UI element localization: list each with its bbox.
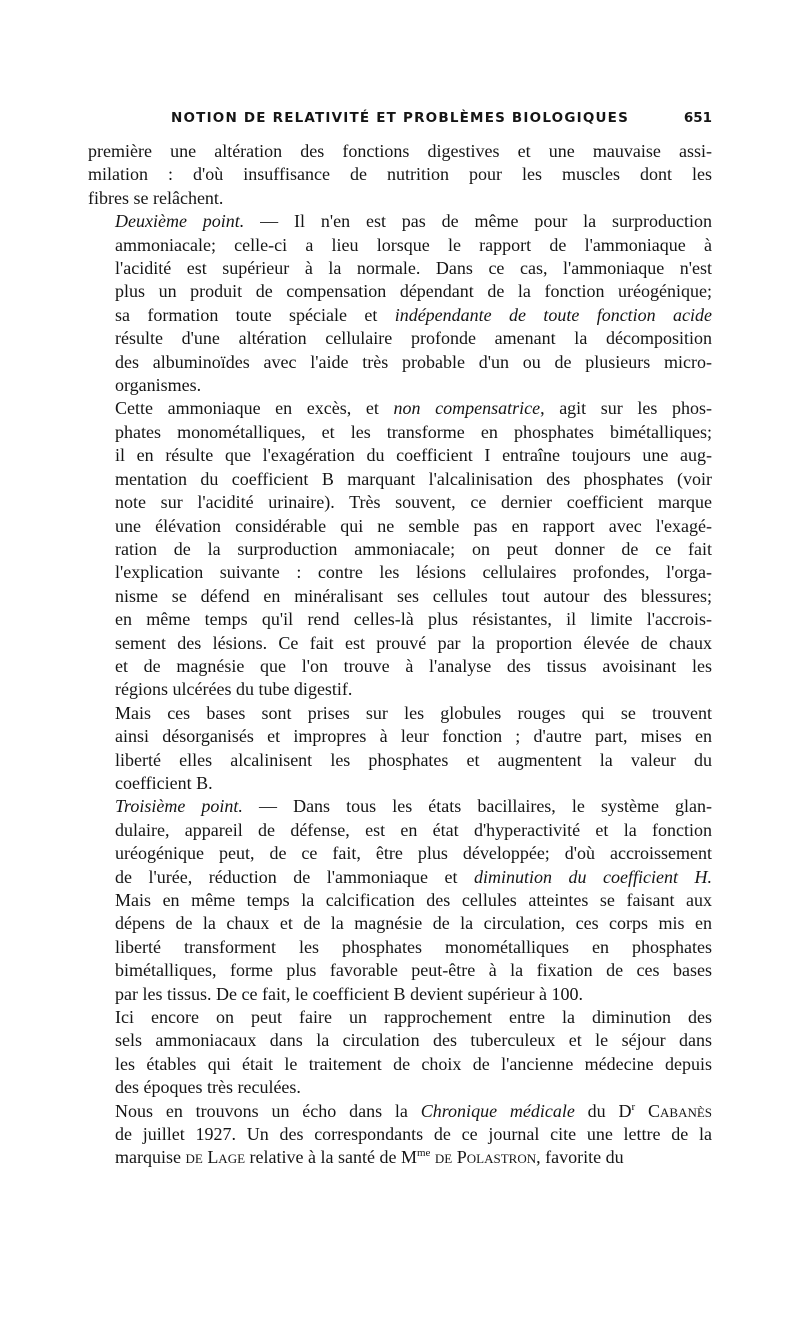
text-line — [88, 772, 712, 795]
text-line — [88, 187, 712, 210]
text-run: sement des lésions. Ce fait est prouvé par la proportion élevée de chaux — [115, 632, 712, 653]
paragraph — [88, 397, 712, 701]
text-run: des époques très reculées. — [115, 1077, 301, 1098]
running-title: NOTION DE RELATIVITÉ ET PROBLÈMES BIOLOGIQUES — [170, 110, 630, 126]
small-caps-name: de Polastron — [434, 1147, 537, 1168]
text-line — [88, 351, 712, 374]
text-run: Mais ces bases sont prises sur les globules rouges qui se trouvent — [115, 702, 712, 723]
superscript: r — [631, 1100, 636, 1113]
text-run: dépens de la chaux et de la magnésie de la circulation, ces corps mis en — [115, 913, 712, 934]
text-run: fibres se relâchent. — [88, 187, 224, 208]
text-run: uréogénique peut, de ce fait, être plus développée; d'où accroissement — [115, 843, 712, 864]
text-run: l'acidité est supérieur à la normale. Dans ce cas, l'ammoniaque n'est — [115, 258, 712, 279]
text-run: Ici encore on peut faire un rapprochement entre la diminution des — [115, 1007, 712, 1028]
text-line — [88, 936, 712, 959]
paragraph — [88, 210, 712, 397]
italic-text: non compensatrice — [393, 398, 541, 419]
text-line — [88, 608, 712, 631]
text-line — [88, 468, 712, 491]
text-line — [88, 1100, 712, 1123]
superscript: me — [416, 1147, 431, 1160]
text-run: en même temps qu'il rend celles-là plus résistantes, il limite l'accrois- — [115, 609, 712, 630]
text-run: liberté transforment les phosphates monométalliques en phosphates — [115, 936, 712, 957]
text-run: relative à la santé de M — [245, 1147, 417, 1168]
text-line — [88, 140, 712, 163]
text-line — [88, 912, 712, 935]
text-run: ration de la surproduction ammoniacale; on peut donner de ce fait — [115, 538, 712, 559]
text-line — [88, 1146, 712, 1169]
text-run: régions ulcérées du tube digestif. — [115, 679, 353, 700]
text-run: Cette ammoniaque en excès, et — [115, 398, 394, 419]
paragraph — [88, 795, 712, 1006]
text-run: Nous en trouvons un écho dans la — [115, 1100, 421, 1121]
text-run: dulaire, appareil de défense, est en état d'hyperactivité et la fonction — [115, 819, 712, 840]
text-run: organismes. — [115, 375, 202, 396]
text-run: il en résulte que l'exagération du coefficient I entraîne toujours une aug- — [115, 445, 712, 466]
text-run: des albuminoïdes avec l'aide très probable d'un ou de plusieurs micro- — [115, 351, 712, 372]
text-line — [88, 1006, 712, 1029]
text-run: sa formation toute spéciale et — [115, 304, 395, 325]
body-text — [88, 140, 712, 1170]
italic-text: indépendante de toute fonction acide — [394, 304, 713, 325]
text-line — [88, 234, 712, 257]
text-run: mentation du coefficient B marquant l'alcalinisation des phosphates (voir — [115, 468, 712, 489]
small-caps-name: de Lage — [185, 1147, 246, 1168]
paragraph — [88, 1100, 712, 1170]
small-caps-name: Cabanès — [648, 1100, 713, 1121]
text-line — [88, 889, 712, 912]
text-run: du D — [574, 1100, 632, 1121]
italic-text: Chronique médicale — [420, 1100, 575, 1121]
text-run: de juillet 1927. Un des correspondants de ce journal cite une lettre de la — [115, 1124, 712, 1145]
text-line — [88, 1123, 712, 1146]
text-run: sels ammoniacaux dans la circulation des tuberculeux et le séjour dans — [115, 1030, 712, 1051]
text-run: bimétalliques, forme plus favorable peut-être à la fixation de ces bases — [115, 960, 712, 981]
text-line — [88, 163, 712, 186]
text-run: milation : d'où insuffisance de nutrition pour les muscles dont les — [88, 164, 712, 185]
text-run: ammoniacale; celle-ci a lieu lorsque le rapport de l'ammoniaque à — [115, 234, 712, 255]
text-run: liberté elles alcalinisent les phosphates et augmentent la valeur du — [115, 749, 712, 770]
text-line — [88, 842, 712, 865]
italic-text: diminution du coefficient H. — [473, 866, 713, 887]
text-line — [88, 374, 712, 397]
text-run: Mais en même temps la calcification des cellules atteintes se faisant aux — [115, 890, 712, 910]
text-line — [88, 257, 712, 280]
text-line — [88, 655, 712, 678]
text-line — [88, 515, 712, 538]
text-line — [88, 280, 712, 303]
text-run: plus un produit de compensation dépendant de la fonction uréogénique; — [115, 281, 712, 302]
text-run: les étables qui était le traitement de choix de l'ancienne médecine depuis — [115, 1053, 712, 1074]
text-line — [88, 678, 712, 701]
text-line — [88, 1076, 712, 1099]
text-run: résulte d'une altération cellulaire profonde amenant la décomposition — [115, 328, 712, 349]
page-number: 651 — [683, 110, 712, 126]
text-line — [88, 702, 712, 725]
text-line — [88, 444, 712, 467]
text-line — [88, 866, 712, 889]
text-line — [88, 421, 712, 444]
page-header — [88, 110, 712, 134]
paragraph — [88, 702, 712, 796]
text-run: de l'urée, réduction de l'ammoniaque et — [115, 866, 474, 887]
text-line — [88, 538, 712, 561]
text-line — [88, 1029, 712, 1052]
text-line — [88, 210, 712, 233]
text-line — [88, 632, 712, 655]
text-run: coefficient B. — [115, 772, 213, 793]
text-run: — Dans tous les états bacillaires, le système glan- — [242, 796, 713, 817]
paragraph — [88, 140, 712, 210]
text-run: , favorite du — [536, 1147, 624, 1168]
text-run: une élévation considérable qui ne semble pas en rapport avec l'exagé- — [115, 515, 712, 536]
text-run: l'explication suivante : contre les lésions cellulaires profondes, l'orga- — [115, 562, 712, 583]
italic-text: Deuxième point. — [115, 211, 245, 232]
text-run: ainsi désorganisés et impropres à leur fonction ; d'autre part, mises en — [115, 726, 712, 747]
text-line — [88, 819, 712, 842]
paragraph — [88, 1006, 712, 1100]
text-run: par les tissus. De ce fait, le coefficient B devient supérieur à 100. — [115, 983, 584, 1004]
text-line — [88, 304, 712, 327]
text-line — [88, 795, 712, 818]
italic-text: Troisième point. — [115, 796, 243, 817]
text-line — [88, 561, 712, 584]
text-run: note sur l'acidité urinaire). Très souvent, ce dernier coefficient marque — [115, 492, 712, 513]
text-line — [88, 725, 712, 748]
text-line — [88, 397, 712, 420]
text-line — [88, 749, 712, 772]
text-line — [88, 585, 712, 608]
text-run — [635, 1101, 648, 1121]
text-line — [88, 1053, 712, 1076]
text-run: phates monométalliques, et les transforme en phosphates bimétalliques; — [115, 421, 712, 442]
text-line — [88, 327, 712, 350]
text-run: et de magnésie que l'on trouve à l'analyse des tissus avoisinant les — [115, 655, 712, 676]
text-run: — Il n'en est pas de même pour la surproduction — [244, 211, 712, 232]
text-run: nisme se défend en minéralisant ses cellules tout autour des blessures; — [115, 585, 712, 606]
text-run: première une altération des fonctions digestives et une mauvaise assi- — [88, 141, 712, 161]
text-run: , agit sur les phos- — [540, 398, 713, 419]
text-line — [88, 983, 712, 1006]
text-line — [88, 491, 712, 514]
text-run: marquise — [115, 1147, 186, 1168]
text-line — [88, 959, 712, 982]
